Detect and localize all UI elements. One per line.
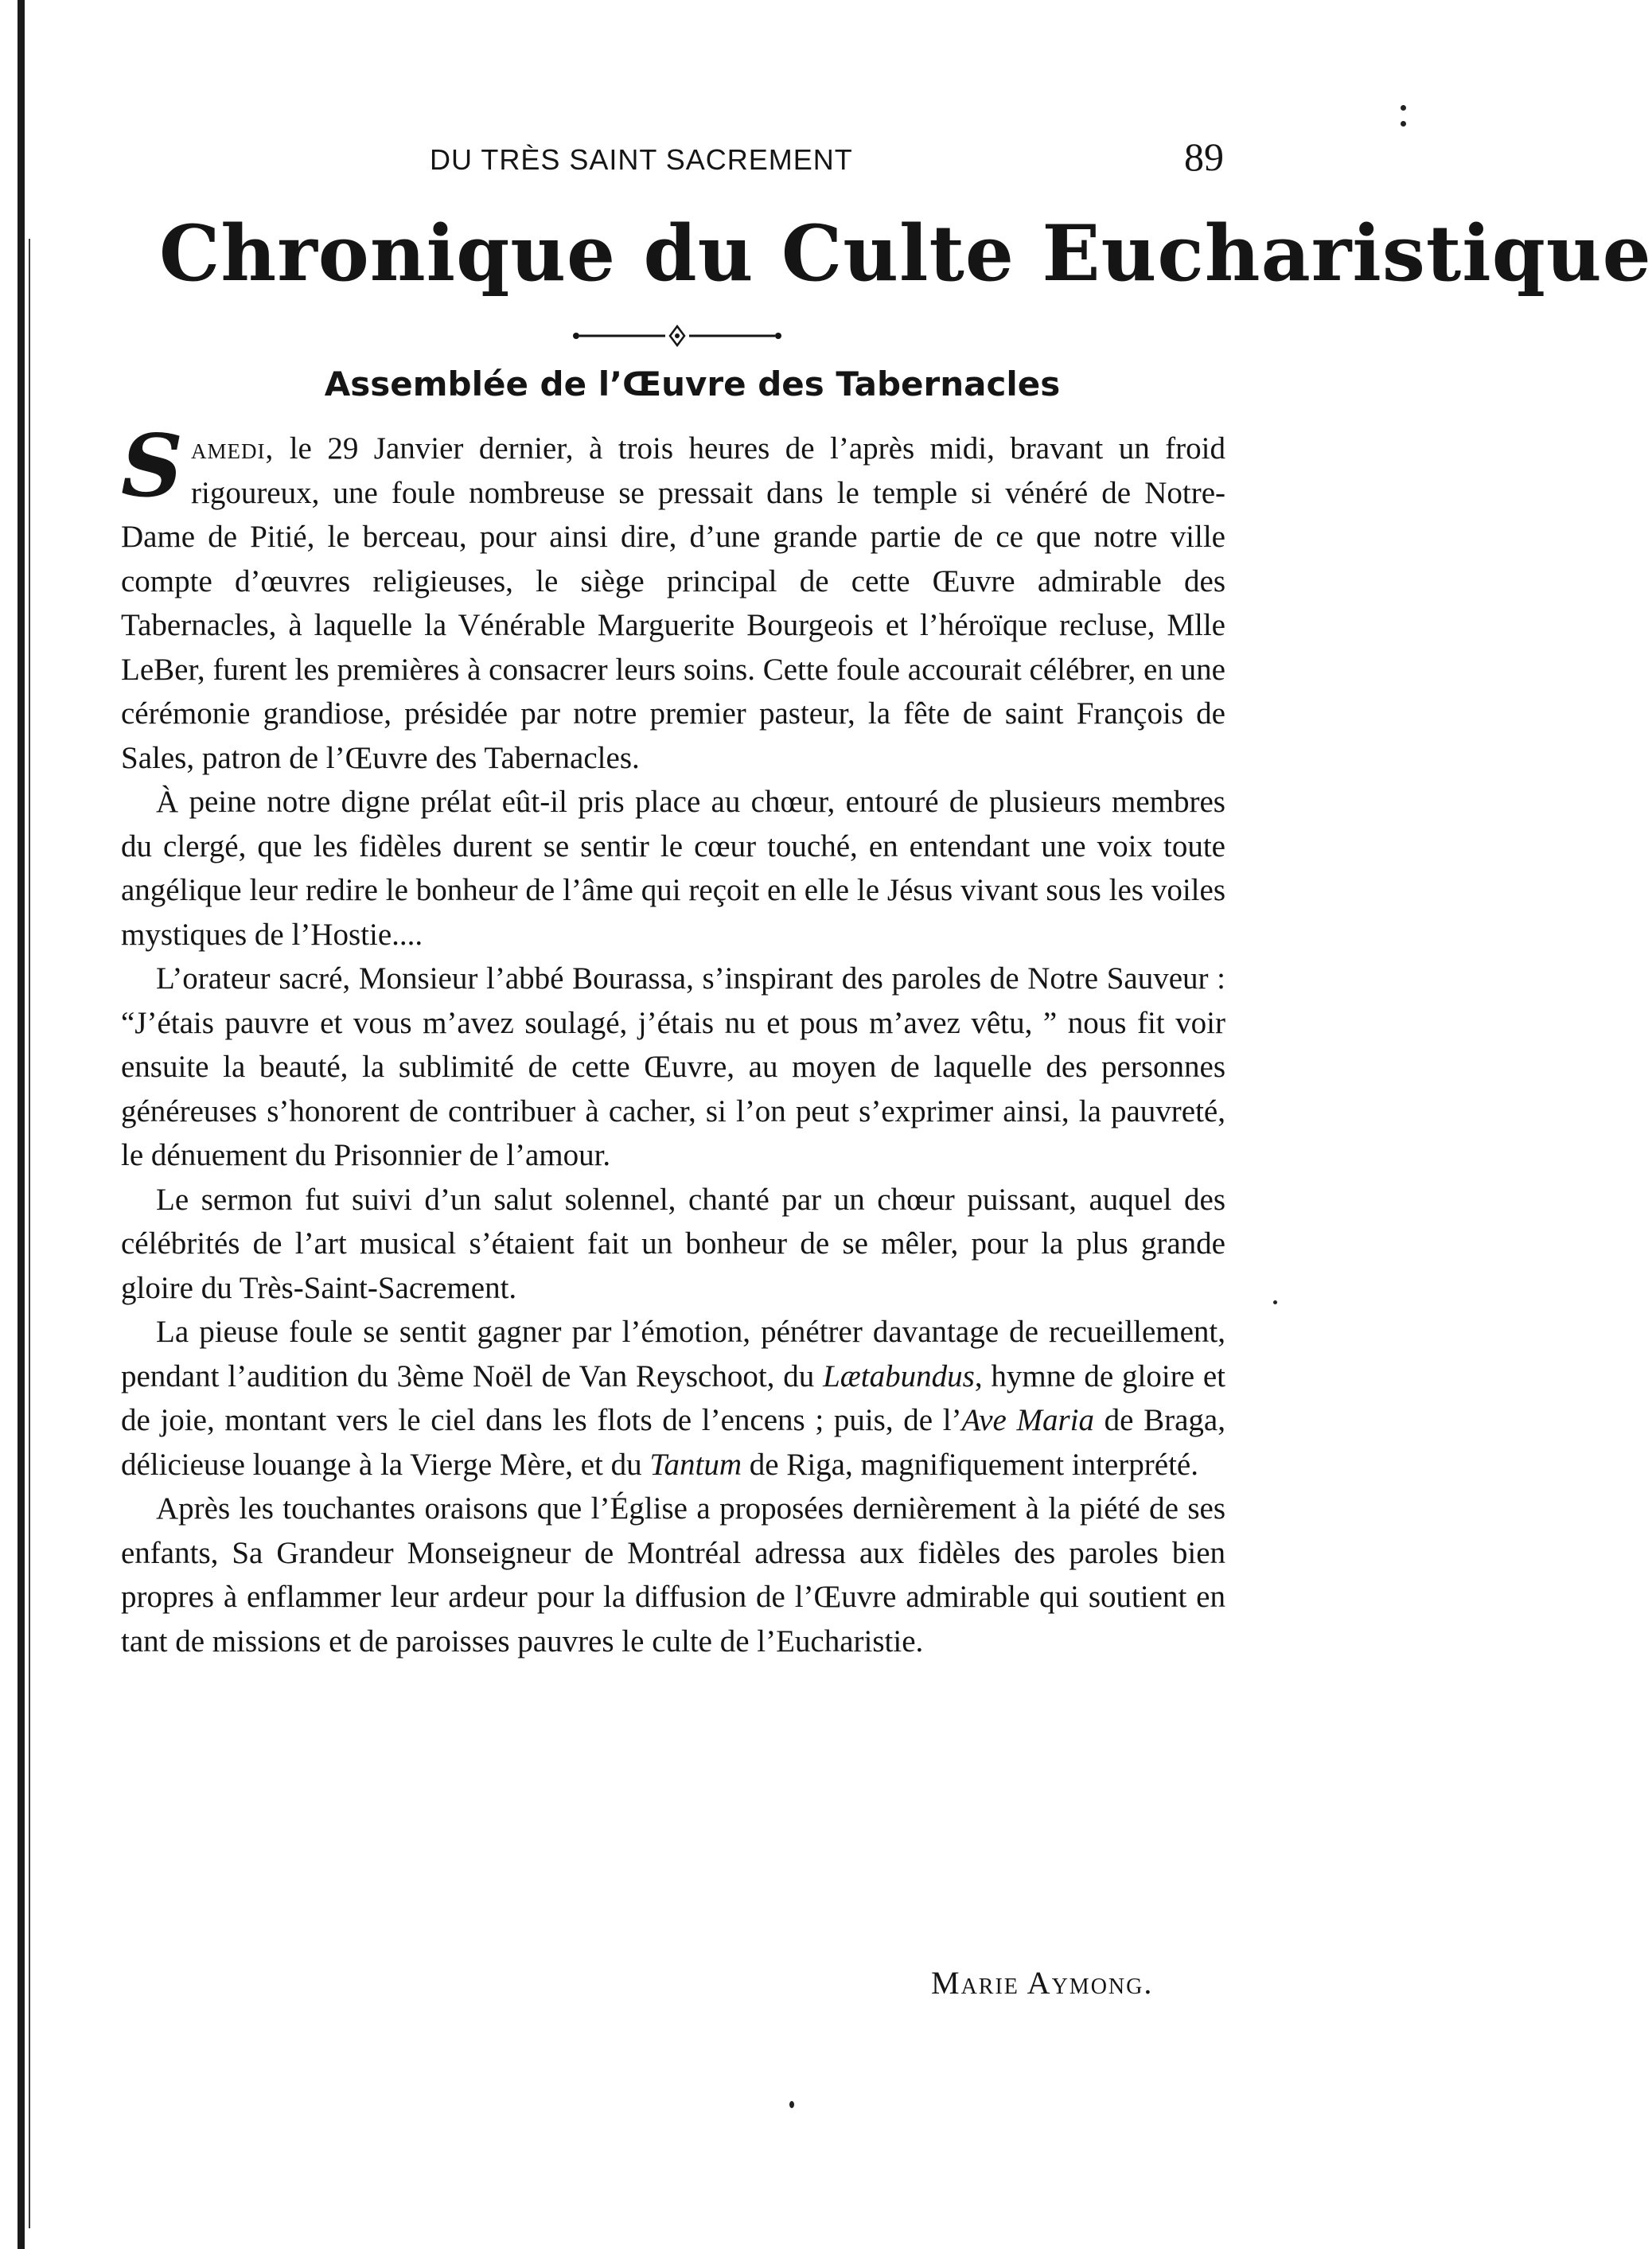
paragraph-4: Le sermon fut suivi d’un salut solennel, chanté par un chœur puissant, auquel des célébrités de l’art musical s’étaient fait un bonheur de se mêler, pour la plus grande gloire du Très-Saint-Sacrement. bbox=[121, 1182, 1225, 1305]
drop-cap: S bbox=[121, 416, 183, 516]
author-signature: Marie Aymong. bbox=[931, 1965, 1154, 2001]
margin-mark-bottom bbox=[789, 2101, 794, 2108]
title-ornament bbox=[571, 322, 783, 350]
hymn-title-tantum: Tantum bbox=[649, 1447, 742, 1482]
drop-cap-lead: amedi, bbox=[191, 431, 275, 466]
paragraph-5-part-3: de Braga, délicieuse louange à la Vierge Mère, et du bbox=[121, 1403, 1225, 1482]
paragraph-6: Après les touchantes oraisons que l’Église a proposées dernièrement à la piété de ses enfants, Sa Grandeur Monseigneur de Montréal adressa aux fidèles des paroles bien propres à enflammer leur ardeur pour la diffusion de l’Œuvre admirable qui soutient en tant de missions et de paroisses pauvres le culte de l’Eucharistie. bbox=[121, 1491, 1225, 1658]
page-number: 89 bbox=[1184, 134, 1224, 179]
paragraph-5-part-1: La pieuse foule se sentit gagner par l’émotion, pénétrer davantage de recueillement, pendant l’audition du 3ème Noël de Van Reyschoot, du bbox=[121, 1315, 1225, 1393]
article-body bbox=[121, 416, 1225, 1663]
page-binding-line bbox=[29, 239, 30, 2228]
paragraph-2: À peine notre digne prélat eût-il pris place au chœur, entouré de plusieurs membres du clergé, que les fidèles durent se sentir le cœur touché, en entendant une voix toute angélique leur redire le bonheur de l’âme qui reçoit en elle le Jésus vivant sous les voiles mystiques de l’Hostie.... bbox=[121, 785, 1225, 952]
running-head: DU TRÈS SAINT SACREMENT bbox=[430, 143, 853, 176]
margin-mark-top-right-2 bbox=[1401, 121, 1406, 127]
hymn-title-ave-maria: Ave Maria bbox=[961, 1403, 1094, 1437]
paragraph-5-part-4: de Riga, magnifiquement interprété. bbox=[742, 1447, 1198, 1482]
paragraph-3: L’orateur sacré, Monsieur l’abbé Bourassa, s’inspirant des paroles de Notre Sauveur : “J’étais pauvre et vous m’avez soulagé, j’étais nu et pous m’avez vêtu, ” nous fit voir ensuite la beauté, la sublimité de cette Œuvre, au moyen de laquelle des personnes généreuses s’honorent de contribuer à cacher, si l’on peut s’exprimer ainsi, la pauvreté, le dénuement du Prisonnier de l’amour. bbox=[121, 961, 1225, 1172]
section-title: Assemblée de l’Œuvre des Tabernacles bbox=[324, 364, 1061, 403]
page-binding-edge bbox=[18, 0, 25, 2249]
paragraph-1 bbox=[121, 416, 1225, 780]
chronicle-title: Chronique du Culte Eucharistique bbox=[159, 209, 1652, 298]
hymn-title-laetabundus: Lætabundus bbox=[823, 1358, 975, 1393]
paragraph-5 bbox=[121, 1310, 1225, 1487]
margin-mark-top-right bbox=[1401, 105, 1406, 111]
margin-mark-right bbox=[1273, 1300, 1277, 1304]
paragraph-1-text: le 29 Janvier dernier, à trois heures de l’après midi, bravant un froid rigoureux, une foule nombreuse se pressait dans le temple si vénéré de Notre-Dame de Pitié, le berceau, pour ainsi dire, d’une grande partie de ce que notre ville compte d’œuvres religieuses, le siège principal de cette Œuvre admirable des Tabernacles, à laquelle la Vénérable Marguerite Bourgeois et l’héroïque recluse, Mlle LeBer, furent les premières à consacrer leurs soins. Cette foule accourait célébrer, en une cérémonie grandiose, présidée par notre premier pasteur, la fête de saint François de Sales, patron de l’Œuvre des Tabernacles. bbox=[121, 431, 1225, 775]
paragraph-5-part-2: , hymne de gloire et de joie, montant vers le ciel dans les flots de l’encens ; puis, de l’ bbox=[121, 1358, 1225, 1437]
